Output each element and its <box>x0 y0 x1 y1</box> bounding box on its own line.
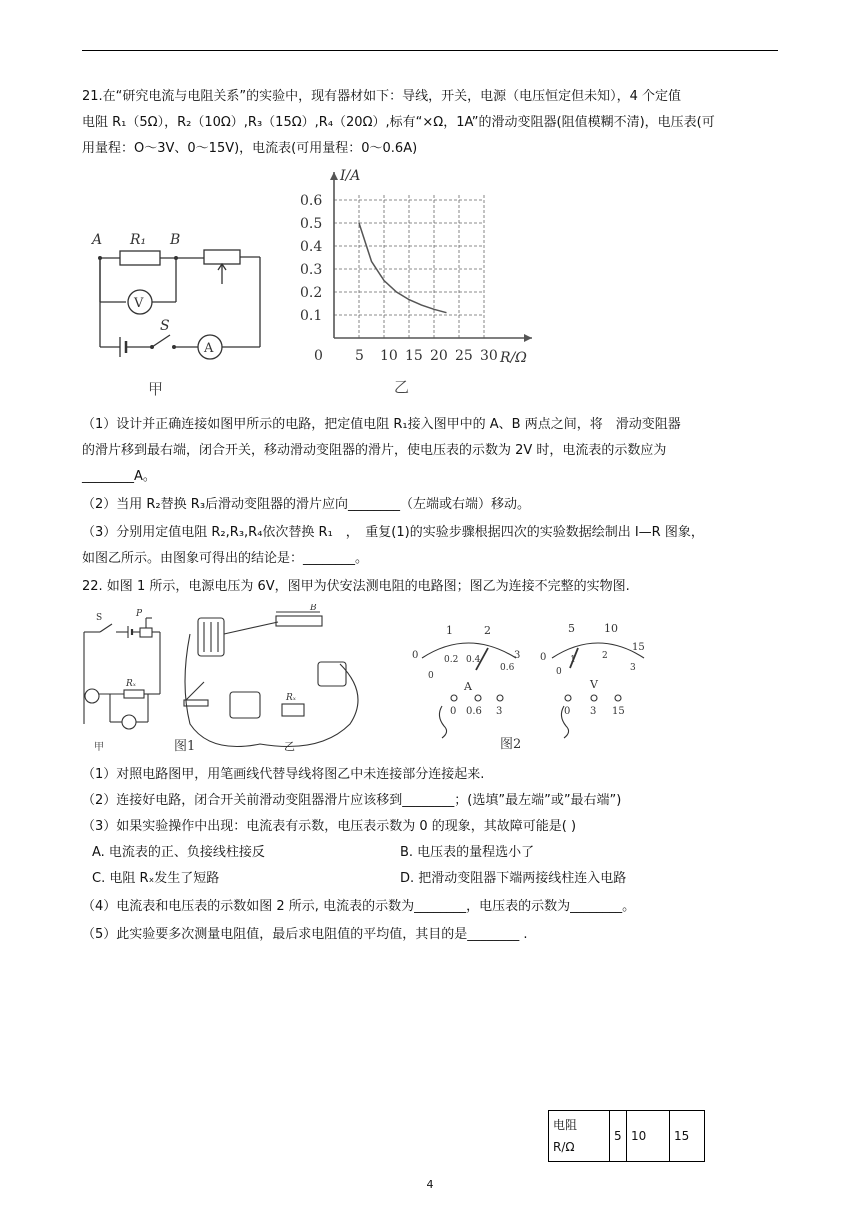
q21-s1b: 的滑片移到最右端，闭合开关，移动滑动变阻器的滑片，使电压表的示数为 2V 时，电流表的示数应为 <box>82 443 667 458</box>
y-tick-label: 0.2 <box>300 285 323 301</box>
voltmeter-end-15: 15 <box>632 642 645 653</box>
voltmeter-end-0: 0 <box>540 652 547 663</box>
q21-s3a: （3）分别用定值电阻 R₂,R₃,R₄依次替换 R₁ ， 重复(1)的实验步骤根据四次的实验数据绘制出 I—R 图象， <box>82 525 704 540</box>
ammeter-top-1: 1 <box>446 624 453 637</box>
fig2-caption: 图2 <box>500 737 522 752</box>
y-tick-label: 0.6 <box>300 193 323 209</box>
x-tick-label: 20 <box>430 348 448 364</box>
y-tick-label: 0.3 <box>300 262 323 278</box>
i-r-curve <box>359 223 447 313</box>
y-tick-label: 0.4 <box>300 239 323 255</box>
chart-caption: 乙 <box>394 378 410 396</box>
voltmeter-bottom-1: 1 <box>570 655 576 665</box>
label-A-meter: A <box>204 341 214 356</box>
ammeter-bottom-04: 0.4 <box>466 655 481 665</box>
q21-line1: 21.在“研究电流与电阻关系”的实验中，现有器材如下：导线，开关，电源（电压恒定但未知），4 个定值 <box>82 89 682 104</box>
page-number: 4 <box>426 1178 434 1191</box>
table-cell-5: 5 <box>610 1111 627 1162</box>
x-tick-label: 15 <box>405 348 423 364</box>
figure-2 <box>404 618 664 756</box>
fig1-label-jia: 甲 <box>94 742 104 753</box>
voltmeter-bottom-0: 0 <box>556 667 562 677</box>
ammeter-term-0: 0 <box>450 706 457 717</box>
chart-grid <box>334 194 484 338</box>
ammeter-bottom-06: 0.6 <box>500 663 515 673</box>
table-header-line1: 电阻 <box>553 1118 578 1132</box>
q22-option-c: C. 电阻 Rₓ发生了短路 <box>92 871 220 886</box>
q22-option-a: A. 电流表的正、负接线柱接反 <box>92 845 265 860</box>
ammeter-top-2: 2 <box>484 624 491 637</box>
ammeter-term-3: 3 <box>496 706 503 717</box>
table-header <box>549 1111 610 1162</box>
voltmeter-term-15: 15 <box>612 706 625 717</box>
voltmeter-term-3: 3 <box>590 706 597 717</box>
y-axis-arrow <box>330 172 338 180</box>
x-tick-label: 0 <box>314 348 323 364</box>
y-tick-label: 0.5 <box>300 216 323 232</box>
q21-line3: 用量程：O～3V、0～15V)，电流表(可用量程：0～0.6A) <box>82 141 418 156</box>
voltmeter-bottom-3: 3 <box>630 663 636 673</box>
q22-s5: （5）此实验要多次测量电阻值，最后求电阻值的平均值，其目的是________ . <box>82 927 528 942</box>
voltmeter-top-10: 10 <box>604 622 618 635</box>
i-r-graph <box>296 166 546 396</box>
table-header-line2: R/Ω <box>553 1140 575 1154</box>
x-tick-label: 30 <box>480 348 498 364</box>
chart-ylabel: I/A <box>340 168 361 184</box>
y-tick-label: 0.1 <box>300 308 323 324</box>
ammeter-end-0: 0 <box>412 650 419 661</box>
table-cell-15: 15 <box>670 1111 705 1162</box>
chart-xlabel: R/Ω <box>500 350 527 366</box>
table-cell-10: 10 <box>627 1111 670 1162</box>
q22-line1: 22. 如图 1 所示，电源电压为 6V，图甲为伏安法测电阻的电路图；图乙为连接不完整的实物图. <box>82 579 630 594</box>
q21-s3b: 如图乙所示。由图象可得出的结论是：________。 <box>82 551 369 566</box>
ammeter-end-3: 3 <box>514 650 521 661</box>
fig1-label-S: S <box>96 613 103 623</box>
voltmeter-term-0: 0 <box>564 706 571 717</box>
figure-1 <box>80 604 370 756</box>
ammeter-term-06: 0.6 <box>466 706 482 717</box>
fig1-label-Rx: Rₓ <box>126 679 136 689</box>
q22-s1: （1）对照电路图甲，用笔画线代替导线将图乙中未连接部分连接起来. <box>82 767 485 782</box>
label-V: V <box>134 296 144 311</box>
q22-s4: （4）电流表和电压表的示数如图 2 所示, 电流表的示数为________，电压表的示数为________。 <box>82 899 636 914</box>
voltmeter-label: V <box>590 678 598 691</box>
x-tick-label: 25 <box>455 348 473 364</box>
label-B: B <box>170 232 181 248</box>
resistance-table <box>548 1110 705 1162</box>
caption-jia: 甲 <box>148 380 164 398</box>
voltmeter-bottom-2: 2 <box>602 651 608 661</box>
chart-axes <box>330 172 532 342</box>
q22-s2: （2）连接好电路，闭合开关前滑动变阻器滑片应该移到________；(选填”最左端”或”最右端”) <box>82 793 622 808</box>
fig1-label-yi: 乙 <box>284 740 295 753</box>
x-tick-label: 10 <box>380 348 398 364</box>
x-axis-arrow <box>524 334 532 342</box>
ammeter-bottom-02: 0.2 <box>444 655 459 665</box>
q22-option-b: B. 电压表的量程选小了 <box>400 845 535 860</box>
header-rule <box>82 50 778 51</box>
q21-s1a: （1）设计并正确连接如图甲所示的电路，把定值电阻 R₁接入图甲中的 A、B 两点之间，将 滑动变阻器 <box>82 417 681 432</box>
voltmeter-top-5: 5 <box>568 622 575 635</box>
ammeter-label: A <box>464 680 472 693</box>
q21-line2: 电阻 R₁（5Ω），R₂（10Ω）,R₃（15Ω）,R₄（20Ω）,标有“×Ω，1A”的滑动变阻器(阻值模糊不清)，电压表(可 <box>82 115 715 130</box>
q21-s2: （2）当用 R₂替换 R₃后滑动变阻器的滑片应向________（左端或右端）移动。 <box>82 497 531 512</box>
q21-s1c: ________A。 <box>82 469 156 484</box>
label-A: A <box>92 232 103 248</box>
fig1-label-P: P <box>136 609 143 619</box>
q22-option-d: D. 把滑动变阻器下端两接线柱连入电路 <box>400 871 627 886</box>
label-R1: R₁ <box>130 232 147 248</box>
q22-s3: （3）如果实验操作中出现：电流表有示数，电压表示数为 0 的现象，其故障可能是( ) <box>82 819 577 834</box>
x-tick-label: 5 <box>355 348 364 364</box>
fig1-label-B: B <box>310 604 317 613</box>
fig1-caption: 图1 <box>174 739 196 754</box>
ammeter-bottom-0: 0 <box>428 671 434 681</box>
label-S: S <box>160 318 170 334</box>
fig1-label-Rx2: Rₓ <box>286 693 296 703</box>
circuit-diagram-jia <box>80 222 270 402</box>
